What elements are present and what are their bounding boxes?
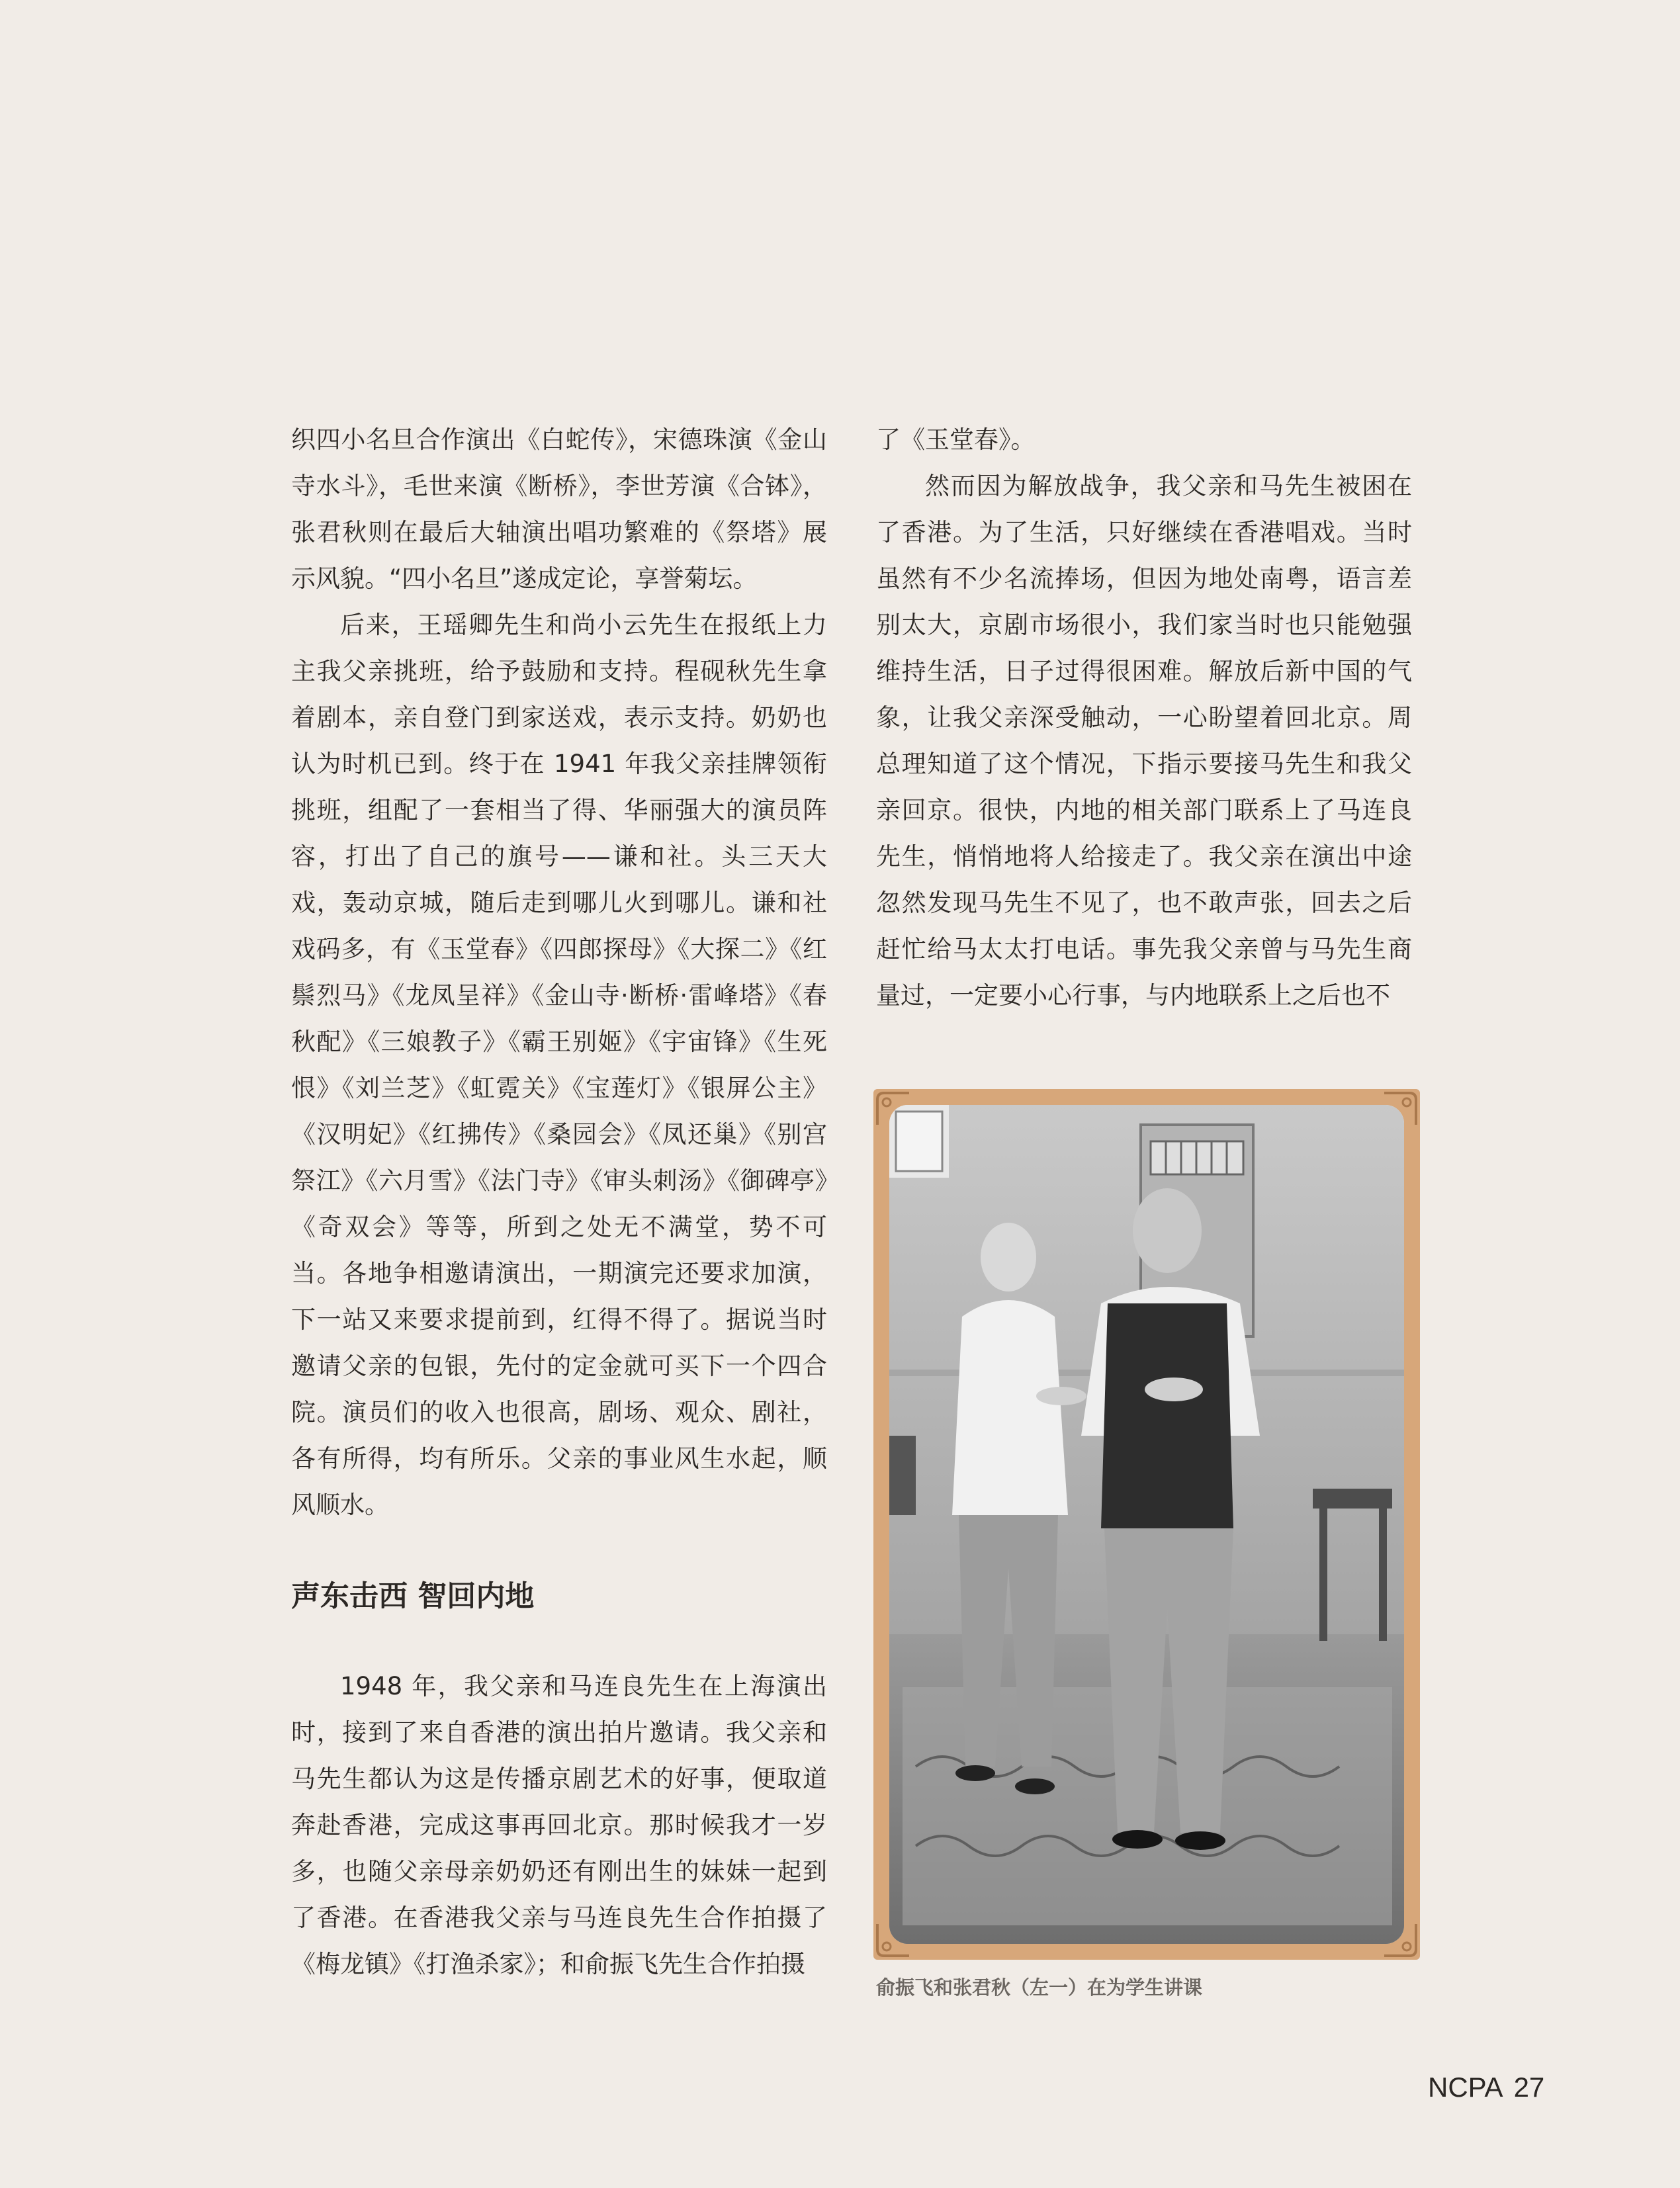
teachers-lecturing-photo (889, 1105, 1404, 1944)
section-heading: 声东击西 智回内地 (291, 1579, 535, 1613)
page-number: 27 (1513, 2072, 1545, 2103)
right-text-column (876, 417, 1412, 1019)
page-footer (1428, 2071, 1555, 2104)
left-text-column (291, 417, 827, 1988)
paragraph: 1948 年，我父亲和马连良先生在上海演出时，接到了来自香港的演出拍片邀请。我父亲和马先生都认为这是传播京剧艺术的好事，便取道奔赴香港，完成这事再回北京。那时候我才一岁多，也随父亲母亲奶奶还有刚出生的妹妹一起到了香港。在香港我父亲与马连良先生合作拍摄了《梅龙镇》《打渔杀家》；和俞振飞先生合作拍摄 (291, 1672, 827, 1978)
photograph (889, 1105, 1404, 1944)
paragraph: 后来，王瑶卿先生和尚小云先生在报纸上力主我父亲挑班，给予鼓励和支持。程砚秋先生拿着剧本，亲自登门到家送戏，表示支持。奶奶也认为时机已到。终于在 1941 年我父亲挂牌领衔挑班，组配了一套相当了得、华丽强大的演员阵容，打出了自己的旗号——谦和社。头三天大戏，轰动京城，随后走到哪儿火到哪儿。谦和社戏码多，有《玉堂春》《四郎探母》《大探二》《红鬃烈马》《龙凤呈祥》《金山寺·断桥·雷峰塔》《春秋配》《三娘教子》《霸王别姬》《宇宙锋》《生死恨》《刘兰芝》《虹霓关》《宝莲灯》《银屏公主》《汉明妃》《红拂传》《桑园会》《凤还巢》《别宫祭江》《六月雪》《法门寺》《审头刺汤》《御碑亭》《奇双会》等等，所到之处无不满堂，势不可当。各地争相邀请演出，一期演完还要求加演，下一站又来要求提前到，红得不得了。据说当时邀请父亲的包银，先付的定金就可买下一个四合院。演员们的收入也很高，剧场、观众、剧社，各有所得，均有所乐。父亲的事业风生水起，顺风顺水。 (291, 611, 827, 1519)
paragraph: 织四小名旦合作演出《白蛇传》，宋德珠演《金山寺水斗》，毛世来演《断桥》，李世芳演《合钵》，张君秋则在最后大轴演出唱功繁难的《祭塔》展示风貌。“四小名旦”遂成定论，享誉菊坛。 (291, 425, 827, 593)
photo-frame (873, 1089, 1420, 1960)
paragraph: 了《玉堂春》。 (876, 425, 1036, 454)
brand-name: NCPA (1428, 2072, 1503, 2103)
photo-caption: 俞振飞和张君秋（左一）在为学生讲课 (876, 1976, 1203, 1999)
paragraph: 然而因为解放战争，我父亲和马先生被困在了香港。为了生活，只好继续在香港唱戏。当时虽然有不少名流捧场，但因为地处南粤，语言差别太大，京剧市场很小，我们家当时也只能勉强维持生活，日子过得很困难。解放后新中国的气象，让我父亲深受触动，一心盼望着回北京。周总理知道了这个情况，下指示要接马先生和我父亲回京。很快，内地的相关部门联系上了马连良先生，悄悄地将人给接走了。我父亲在演出中途忽然发现马先生不见了，也不敢声张，回去之后赶忙给马太太打电话。事先我父亲曾与马先生商量过，一定要小心行事，与内地联系上之后也不 (876, 472, 1412, 1010)
